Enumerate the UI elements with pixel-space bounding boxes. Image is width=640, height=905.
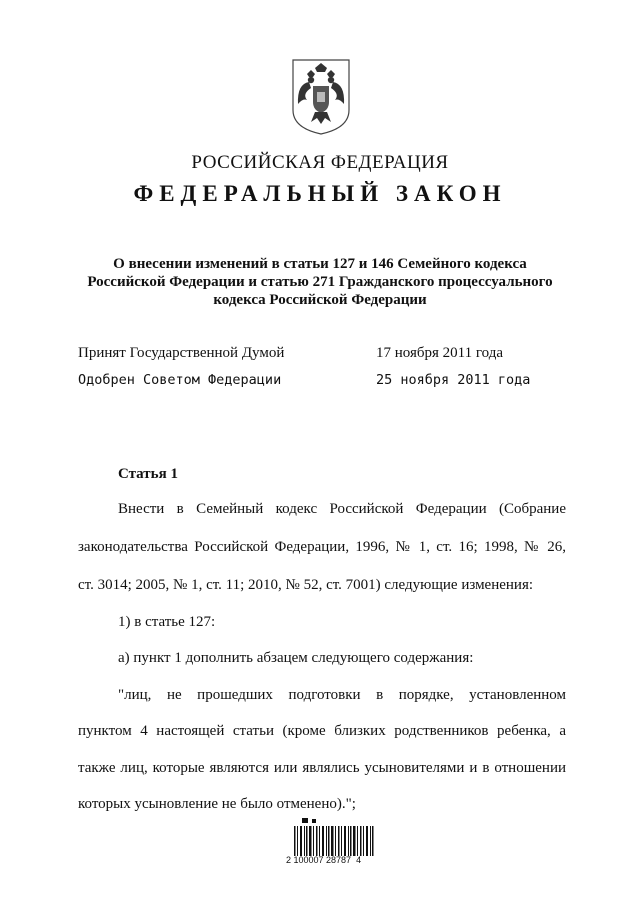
law-title-line: Российской Федерации и статью 271 Гражданского процессуального: [87, 274, 553, 290]
paragraph-line: которых усыновление не было отменено).";: [78, 796, 356, 812]
paragraph-line: "лиц, не прошедших подготовки в порядке, установленном: [118, 687, 566, 703]
adoption-body: Одобрен Советом Федерации: [78, 372, 282, 388]
paragraph-line: 1) в статье 127:: [118, 614, 216, 630]
coat-of-arms-emblem: [289, 58, 353, 136]
adoption-date: 17 ноября 2011 года: [376, 345, 504, 361]
paragraph-line: Внести в Семейный кодекс Российской Федерации (Собрание: [118, 501, 566, 517]
paragraph-line: ст. 3014; 2005, № 1, ст. 11; 2010, № 52, ст. 7001) следующие изменения:: [78, 577, 534, 593]
barcode-image: [292, 818, 376, 858]
paragraph-line: а) пункт 1 дополнить абзацем следующего содержания:: [118, 650, 474, 666]
law-title-line: О внесении изменений в статьи 127 и 146 Семейного кодекса: [113, 256, 527, 272]
country-heading: РОССИЙСКАЯ ФЕДЕРАЦИЯ: [191, 152, 449, 173]
law-title-line: кодекса Российской Федерации: [213, 292, 427, 308]
law-type-heading: ФЕДЕРАЛЬНЫЙ ЗАКОН: [133, 181, 507, 206]
barcode-number: 2 100007 28787 4: [286, 855, 362, 865]
article-title: Статья 1: [118, 466, 178, 482]
law-title: [70, 255, 570, 309]
paragraph-line: законодательства Российской Федерации, 1996, № 1, ст. 16; 1998, № 26,: [78, 539, 566, 555]
adoption-body: Принят Государственной Думой: [78, 345, 285, 361]
adoption-date: 25 ноября 2011 года: [376, 372, 531, 388]
paragraph-line: пунктом 4 настоящей статьи (кроме близких родственников ребенка, а: [78, 723, 566, 739]
paragraph-line: также лиц, которые являются или являлись усыновителями и в отношении: [78, 760, 566, 776]
